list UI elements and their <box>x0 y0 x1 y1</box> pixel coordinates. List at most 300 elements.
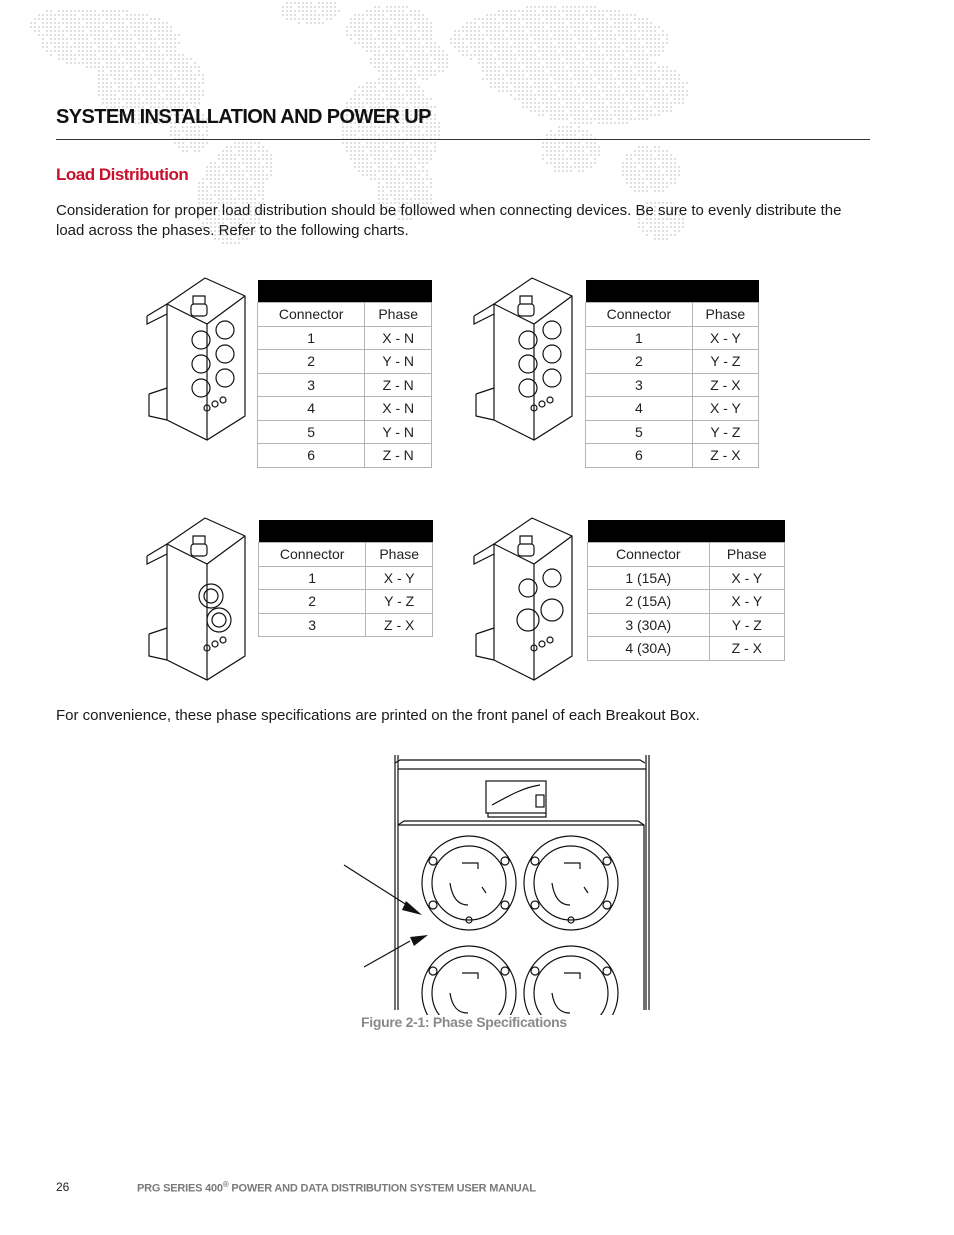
map-dot <box>122 78 124 80</box>
map-dot <box>394 166 396 168</box>
map-dot <box>578 50 580 52</box>
map-dot <box>410 86 412 88</box>
map-dot <box>614 38 616 40</box>
map-dot <box>486 62 488 64</box>
map-dot <box>182 86 184 88</box>
map-dot <box>514 58 516 60</box>
map-dot <box>678 86 680 88</box>
map-dot <box>630 102 632 104</box>
map-dot <box>390 86 392 88</box>
map-dot <box>382 10 384 12</box>
map-dot <box>566 106 568 108</box>
map-dot <box>194 130 196 132</box>
map-dot <box>662 186 664 188</box>
map-dot <box>514 78 516 80</box>
map-dot <box>190 78 192 80</box>
map-dot <box>422 74 424 76</box>
map-dot <box>666 166 668 168</box>
map-dot <box>370 30 372 32</box>
map-dot <box>382 178 384 180</box>
map-dot <box>634 102 636 104</box>
map-dot <box>114 38 116 40</box>
map-dot <box>602 90 604 92</box>
map-dot <box>262 146 264 148</box>
map-dot <box>402 190 404 192</box>
map-dot <box>594 118 596 120</box>
map-dot <box>334 14 336 16</box>
map-dot <box>502 78 504 80</box>
map-dot <box>534 106 536 108</box>
map-dot <box>390 194 392 196</box>
map-dot <box>178 98 180 100</box>
map-dot <box>582 46 584 48</box>
map-dot <box>414 78 416 80</box>
map-dot <box>422 170 424 172</box>
map-dot <box>658 90 660 92</box>
map-dot <box>586 102 588 104</box>
map-dot <box>570 58 572 60</box>
map-dot <box>650 110 652 112</box>
map-dot <box>374 158 376 160</box>
map-dot <box>618 98 620 100</box>
map-dot <box>298 6 300 8</box>
map-dot <box>450 42 452 44</box>
map-dot <box>590 6 592 8</box>
map-dot <box>430 182 432 184</box>
map-dot <box>310 2 312 4</box>
map-dot <box>214 162 216 164</box>
map-dot <box>346 130 348 132</box>
map-dot <box>514 74 516 76</box>
map-dot <box>630 82 632 84</box>
map-dot <box>390 130 392 132</box>
map-dot <box>594 6 596 8</box>
map-dot <box>654 90 656 92</box>
map-dot <box>534 66 536 68</box>
map-dot <box>554 98 556 100</box>
map-dot <box>498 66 500 68</box>
map-dot <box>558 98 560 100</box>
map-dot <box>190 86 192 88</box>
map-dot <box>410 22 412 24</box>
map-dot <box>218 154 220 156</box>
map-dot <box>594 58 596 60</box>
map-dot <box>550 70 552 72</box>
map-dot <box>618 50 620 52</box>
map-dot <box>650 174 652 176</box>
map-dot <box>270 158 272 160</box>
map-dot <box>102 42 104 44</box>
map-dot <box>642 30 644 32</box>
map-dot <box>182 102 184 104</box>
map-dot <box>194 102 196 104</box>
map-dot <box>550 10 552 12</box>
map-dot <box>514 42 516 44</box>
map-dot <box>494 70 496 72</box>
map-dot <box>114 82 116 84</box>
map-dot <box>542 14 544 16</box>
map-dot <box>122 94 124 96</box>
map-dot <box>506 38 508 40</box>
map-dot <box>154 102 156 104</box>
map-dot <box>682 90 684 92</box>
map-dot <box>650 162 652 164</box>
map-dot <box>554 170 556 172</box>
map-dot <box>406 70 408 72</box>
map-dot <box>394 42 396 44</box>
map-dot <box>610 78 612 80</box>
map-dot <box>78 26 80 28</box>
map-dot <box>382 154 384 156</box>
map-dot <box>354 158 356 160</box>
map-dot <box>206 198 208 200</box>
map-dot <box>582 66 584 68</box>
map-dot <box>414 34 416 36</box>
map-dot <box>558 110 560 112</box>
map-dot <box>394 130 396 132</box>
map-dot <box>130 14 132 16</box>
map-dot <box>390 54 392 56</box>
map-dot <box>570 46 572 48</box>
map-dot <box>310 18 312 20</box>
map-dot <box>142 62 144 64</box>
map-dot <box>470 58 472 60</box>
map-dot <box>98 30 100 32</box>
map-dot <box>558 126 560 128</box>
map-dot <box>642 58 644 60</box>
map-dot <box>118 70 120 72</box>
map-dot <box>150 74 152 76</box>
map-dot <box>162 42 164 44</box>
map-dot <box>250 194 252 196</box>
map-dot <box>638 94 640 96</box>
map-dot <box>402 146 404 148</box>
map-dot <box>374 146 376 148</box>
map-dot <box>418 18 420 20</box>
map-dot <box>150 42 152 44</box>
map-dot <box>622 26 624 28</box>
map-dot <box>154 18 156 20</box>
title-rule <box>56 139 870 140</box>
map-dot <box>662 110 664 112</box>
map-dot <box>642 26 644 28</box>
map-dot <box>458 38 460 40</box>
phase-cell: Y - Z <box>709 613 784 637</box>
map-dot <box>610 50 612 52</box>
map-dot <box>190 134 192 136</box>
map-dot <box>346 134 348 136</box>
map-dot <box>610 90 612 92</box>
map-dot <box>174 62 176 64</box>
map-dot <box>246 198 248 200</box>
map-dot <box>586 134 588 136</box>
map-dot <box>558 150 560 152</box>
map-dot <box>398 54 400 56</box>
map-dot <box>194 142 196 144</box>
map-dot <box>414 178 416 180</box>
map-dot <box>546 42 548 44</box>
map-dot <box>166 90 168 92</box>
map-dot <box>434 54 436 56</box>
map-dot <box>178 86 180 88</box>
map-dot <box>686 90 688 92</box>
map-dot <box>302 18 304 20</box>
map-dot <box>622 62 624 64</box>
map-dot <box>406 34 408 36</box>
map-dot <box>598 22 600 24</box>
map-dot <box>170 50 172 52</box>
map-dot <box>162 34 164 36</box>
map-dot <box>638 106 640 108</box>
phase-table-4 <box>587 520 785 661</box>
map-dot <box>390 186 392 188</box>
map-dot <box>394 174 396 176</box>
map-dot <box>630 166 632 168</box>
map-dot <box>658 50 660 52</box>
map-dot <box>382 46 384 48</box>
map-dot <box>210 186 212 188</box>
map-dot <box>146 98 148 100</box>
map-dot <box>526 70 528 72</box>
map-dot <box>386 26 388 28</box>
map-dot <box>362 150 364 152</box>
map-dot <box>418 90 420 92</box>
map-dot <box>482 78 484 80</box>
map-dot <box>498 58 500 60</box>
map-dot <box>638 86 640 88</box>
map-dot <box>126 78 128 80</box>
map-dot <box>422 102 424 104</box>
table-row <box>588 637 785 661</box>
map-dot <box>250 178 252 180</box>
map-dot <box>354 30 356 32</box>
map-dot <box>194 90 196 92</box>
map-dot <box>666 186 668 188</box>
map-dot <box>494 58 496 60</box>
map-dot <box>562 158 564 160</box>
map-dot <box>574 26 576 28</box>
map-dot <box>626 102 628 104</box>
map-dot <box>258 170 260 172</box>
map-dot <box>418 58 420 60</box>
map-dot <box>122 30 124 32</box>
map-dot <box>446 54 448 56</box>
map-dot <box>634 18 636 20</box>
map-dot <box>598 114 600 116</box>
map-dot <box>494 86 496 88</box>
map-dot <box>422 194 424 196</box>
map-dot <box>470 46 472 48</box>
map-dot <box>354 162 356 164</box>
map-dot <box>402 194 404 196</box>
map-dot <box>594 18 596 20</box>
map-dot <box>550 118 552 120</box>
map-dot <box>166 74 168 76</box>
map-dot <box>666 154 668 156</box>
map-dot <box>526 106 528 108</box>
map-dot <box>42 46 44 48</box>
map-dot <box>206 186 208 188</box>
map-dot <box>638 30 640 32</box>
map-dot <box>102 10 104 12</box>
map-dot <box>578 42 580 44</box>
map-dot <box>162 86 164 88</box>
map-dot <box>442 58 444 60</box>
map-dot <box>370 42 372 44</box>
map-dot <box>130 66 132 68</box>
map-dot <box>366 34 368 36</box>
map-dot <box>570 94 572 96</box>
map-dot <box>578 34 580 36</box>
map-dot <box>662 90 664 92</box>
map-dot <box>662 166 664 168</box>
map-dot <box>634 30 636 32</box>
map-dot <box>606 118 608 120</box>
map-dot <box>146 94 148 96</box>
table-row <box>258 397 432 421</box>
map-dot <box>126 98 128 100</box>
map-dot <box>246 150 248 152</box>
map-dot <box>630 22 632 24</box>
map-dot <box>114 66 116 68</box>
map-dot <box>354 146 356 148</box>
map-dot <box>622 94 624 96</box>
map-dot <box>378 178 380 180</box>
map-dot <box>410 46 412 48</box>
map-dot <box>378 70 380 72</box>
map-dot <box>134 102 136 104</box>
map-dot <box>106 42 108 44</box>
map-dot <box>586 42 588 44</box>
map-dot <box>118 90 120 92</box>
map-dot <box>182 62 184 64</box>
map-dot <box>638 58 640 60</box>
map-dot <box>630 38 632 40</box>
map-dot <box>678 174 680 176</box>
map-dot <box>390 102 392 104</box>
map-dot <box>130 70 132 72</box>
map-dot <box>174 54 176 56</box>
map-dot <box>538 66 540 68</box>
map-dot <box>482 42 484 44</box>
map-dot <box>662 50 664 52</box>
map-dot <box>326 2 328 4</box>
map-dot <box>378 190 380 192</box>
map-dot <box>418 10 420 12</box>
map-dot <box>350 154 352 156</box>
map-dot <box>530 102 532 104</box>
map-dot <box>626 162 628 164</box>
map-dot <box>122 34 124 36</box>
map-dot <box>386 10 388 12</box>
map-dot <box>562 62 564 64</box>
map-dot <box>534 58 536 60</box>
map-dot <box>142 38 144 40</box>
map-dot <box>406 130 408 132</box>
map-dot <box>386 198 388 200</box>
map-dot <box>354 14 356 16</box>
map-dot <box>638 62 640 64</box>
map-dot <box>514 18 516 20</box>
map-dot <box>218 186 220 188</box>
map-dot <box>638 46 640 48</box>
map-dot <box>398 150 400 152</box>
map-dot <box>282 6 284 8</box>
map-dot <box>542 30 544 32</box>
map-dot <box>458 42 460 44</box>
map-dot <box>618 106 620 108</box>
map-dot <box>670 82 672 84</box>
map-dot <box>634 154 636 156</box>
map-dot <box>318 2 320 4</box>
map-dot <box>502 34 504 36</box>
map-dot <box>594 110 596 112</box>
map-dot <box>530 54 532 56</box>
map-dot <box>250 146 252 148</box>
map-dot <box>58 58 60 60</box>
map-dot <box>146 42 148 44</box>
map-dot <box>194 82 196 84</box>
map-dot <box>510 30 512 32</box>
phase-cell: Y - Z <box>692 350 758 374</box>
map-dot <box>66 18 68 20</box>
map-dot <box>66 50 68 52</box>
map-dot <box>474 38 476 40</box>
map-dot <box>534 10 536 12</box>
map-dot <box>410 38 412 40</box>
map-dot <box>422 66 424 68</box>
map-dot <box>570 170 572 172</box>
map-dot <box>166 62 168 64</box>
map-dot <box>434 130 436 132</box>
map-dot <box>382 130 384 132</box>
map-dot <box>66 38 68 40</box>
map-dot <box>646 110 648 112</box>
map-dot <box>646 30 648 32</box>
map-dot <box>106 34 108 36</box>
map-dot <box>642 18 644 20</box>
map-dot <box>422 34 424 36</box>
map-dot <box>622 106 624 108</box>
map-dot <box>146 102 148 104</box>
map-dot <box>562 46 564 48</box>
map-dot <box>138 102 140 104</box>
map-dot <box>542 74 544 76</box>
map-dot <box>126 54 128 56</box>
map-dot <box>402 102 404 104</box>
connector-cell: 3 (30A) <box>588 613 710 637</box>
map-dot <box>414 82 416 84</box>
phase-cell: X - Y <box>692 397 758 421</box>
map-dot <box>554 114 556 116</box>
map-dot <box>238 170 240 172</box>
map-dot <box>114 10 116 12</box>
table-header-bar <box>259 520 433 543</box>
map-dot <box>398 194 400 196</box>
map-dot <box>430 30 432 32</box>
map-dot <box>198 130 200 132</box>
map-dot <box>610 122 612 124</box>
map-dot <box>578 6 580 8</box>
map-dot <box>418 142 420 144</box>
map-dot <box>438 130 440 132</box>
map-dot <box>630 158 632 160</box>
map-dot <box>442 66 444 68</box>
map-dot <box>222 174 224 176</box>
map-dot <box>170 102 172 104</box>
map-dot <box>542 46 544 48</box>
map-dot <box>650 150 652 152</box>
